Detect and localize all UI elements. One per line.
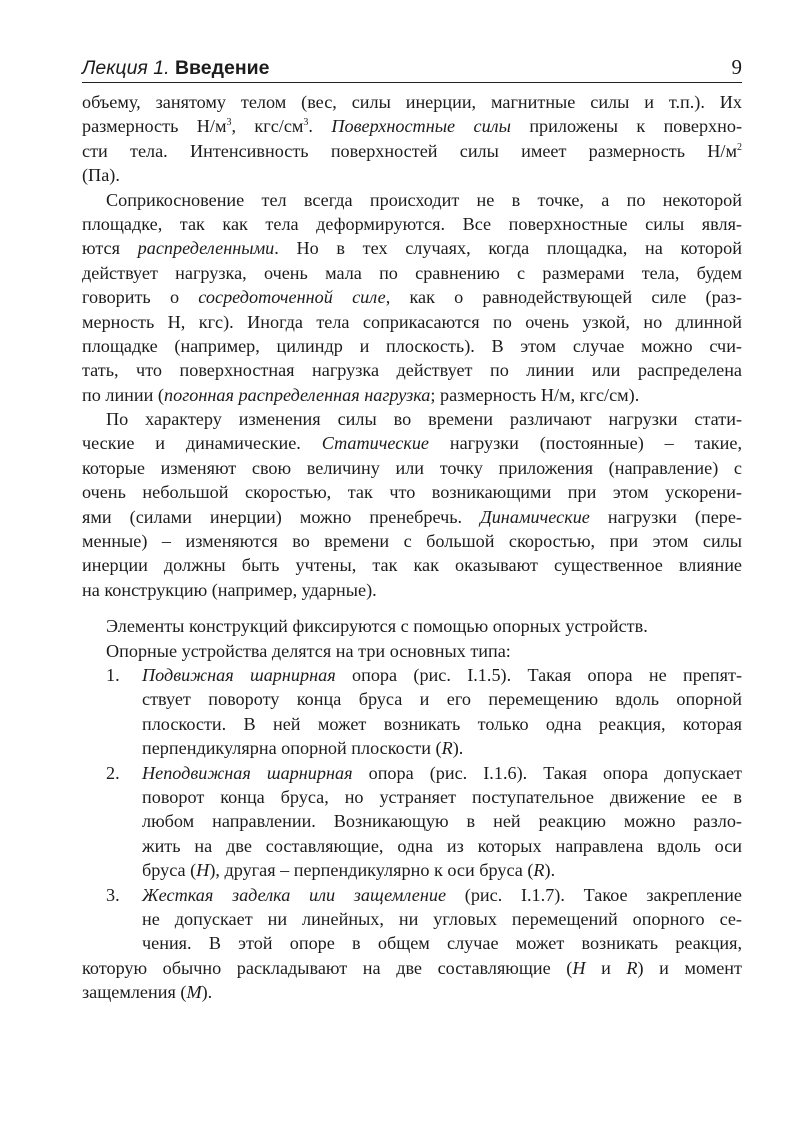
term-static: Статические: [321, 433, 430, 454]
term-rigid-clamp: Жесткая заделка или защемление: [142, 884, 447, 905]
term-dynamic: Динамические: [480, 506, 590, 527]
list-number: 2.: [106, 762, 120, 783]
term-movable-hinge: Подвижная шарнирная: [142, 664, 336, 685]
lecture-label: Лекция 1.: [82, 57, 170, 79]
paragraph-supports-intro: [82, 614, 742, 663]
text-line: площадке, так как тела деформируются. Все поверхностные силы явля-: [82, 213, 742, 234]
list-item-fixed-hinge: [82, 761, 742, 883]
text-line: очень небольшой скоростью, так что возникающими при этом ускорени-: [82, 482, 742, 503]
text-line: 3. Жесткая заделка или защемление (рис. I.1.7). Такое закрепление: [82, 883, 742, 907]
text-line: любом направлении. Возникающую в ней реакцию можно разло-: [142, 811, 742, 832]
list-number: 3.: [106, 884, 120, 905]
text-line: ями (силами инерции) можно пренебречь. Динамические нагрузки (пере-: [82, 506, 742, 527]
text-line: которые изменяют свою величину или точку приложения (направление) с: [82, 457, 742, 478]
text-line: не допускает ни линейных, ни угловых перемещений опорного се-: [142, 908, 742, 929]
text-line: действует нагрузка, очень мала по сравнению с размерами тела, будем: [82, 262, 742, 283]
term-concentrated-force: сосредоточенной силе: [198, 287, 386, 308]
text-line: мерность Н, кгс). Иногда тела соприкасаются по очень узкой, но длинной: [82, 311, 742, 332]
list-number: 1.: [106, 664, 120, 685]
page-body: [82, 90, 742, 1004]
header-rule: [82, 82, 742, 83]
paragraph-body-forces: [82, 90, 742, 188]
text-line: размерность $Н/м^3$, кгс/$см^3$. Поверхностные силы приложены к поверхно-: [82, 116, 743, 137]
list-item-movable-hinge: [82, 663, 742, 761]
running-header: [82, 52, 742, 82]
text-line: бруса (H), другая – перпендикулярно к оси бруса (R).: [142, 860, 556, 881]
text-line: ческие и динамические. Статические нагрузки (постоянные) – такие,: [82, 433, 742, 454]
text-line: 1. Подвижная шарнирная опора (рис. I.1.5). Такая опора не препят-: [82, 663, 742, 687]
text-line: ются распределенными. Но в тех случаях, когда площадка, на которой: [82, 238, 742, 259]
term-fixed-hinge: Неподвижная шарнирная: [142, 762, 353, 783]
text-line: поворот конца бруса, но устраняет поступательное движение ее в: [142, 786, 742, 807]
text-line: По характеру изменения силы во времени различают нагрузки стати-: [106, 409, 742, 430]
text-line: менные) – изменяются во времени с большой скоростью, при этом силы: [82, 531, 742, 552]
text-line: инерции должны быть учтены, так как оказывают существенное влияние: [82, 555, 742, 576]
paragraph-gap: [82, 602, 742, 614]
text-line: плоскости. В ней может возникать только одна реакция, которая: [142, 713, 742, 734]
text-line: площадке (например, цилиндр и плоскость). В этом случае можно счи-: [82, 335, 742, 356]
term-linear-load: погонная распределенная нагрузка: [164, 384, 431, 405]
text-line: Элементы конструкций фиксируются с помощью опорных устройств.: [106, 616, 648, 637]
text-line: ствует повороту конца бруса и его перемещению вдоль опорной: [142, 689, 742, 710]
term-surface-forces: Поверхностные силы: [331, 116, 511, 137]
text-line: чения. В этой опоре в общем случае может возникать реакция,: [142, 933, 742, 954]
text-line: которую обычно раскладывают на две составляющие (H и R) и момент: [82, 957, 742, 978]
text-line: Опорные устройства делятся на три основных типа:: [106, 640, 511, 661]
text-line: (Па).: [82, 165, 120, 186]
text-line: тать, что поверхностная нагрузка действует по линии или распределена: [82, 360, 742, 381]
running-title: [82, 56, 269, 80]
term-distributed: распределенными: [137, 238, 275, 259]
text-line: 2. Неподвижная шарнирная опора (рис. I.1.6). Такая опора допускает: [82, 761, 742, 785]
text-line: объему, занятому телом (вес, силы инерции, магнитные силы и т.п.). Их: [82, 92, 742, 112]
text-line: на конструкцию (например, ударные).: [82, 579, 377, 600]
text-line: сти тела. Интенсивность поверхностей силы имеет размерность $Н/м^2$: [82, 140, 742, 161]
section-title: Введение: [174, 57, 270, 79]
text-line: по линии (погонная распределенная нагрузка; размерность Н/м, кгс/см).: [82, 384, 640, 405]
paragraph-load-types: [82, 407, 742, 602]
text-line: жить на две составляющие, одна из которых направлена вдоль оси: [142, 835, 742, 856]
text-line: перпендикулярна опорной плоскости (R).: [142, 738, 464, 759]
paragraph-contact: [82, 188, 742, 408]
list-item-rigid-clamp: [82, 883, 742, 1005]
page-number: 9: [731, 55, 742, 79]
text-line: Соприкосновение тел всегда происходит не в точке, а по некоторой: [106, 189, 742, 210]
text-line: защемления (M).: [82, 982, 213, 1003]
text-line: говорить о сосредоточенной силе, как о равнодействующей силе (раз-: [82, 287, 742, 308]
